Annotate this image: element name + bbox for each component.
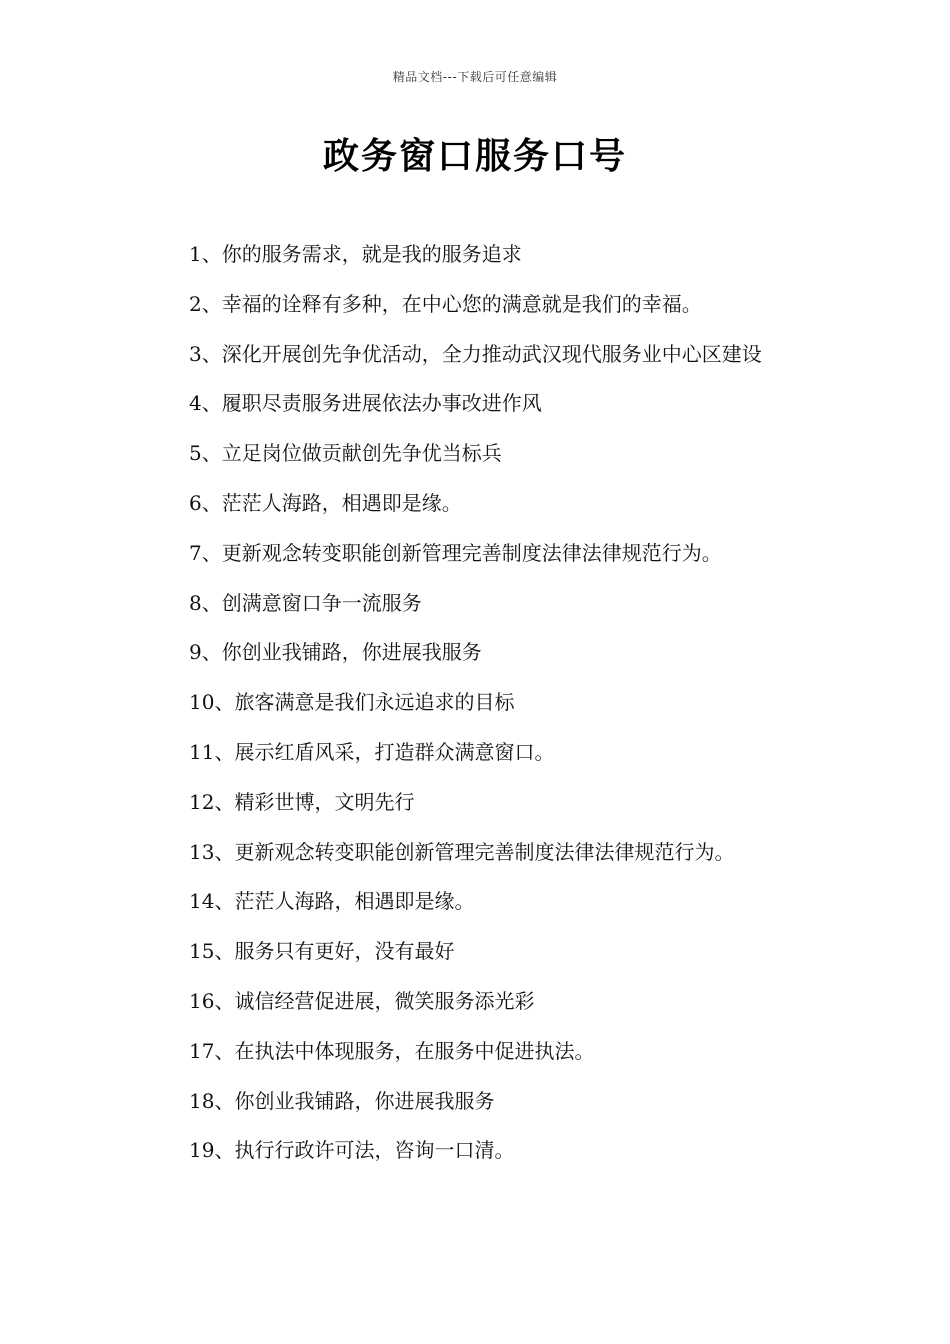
list-item: 4、履职尽责服务进展依法办事改进作风 [189,391,542,416]
list-item: 9、你创业我铺路，你进展我服务 [189,640,482,665]
list-item: 10、旅客满意是我们永远追求的目标 [189,690,515,715]
list-item: 3、深化开展创先争优活动，全力推动武汉现代服务业中心区建设 [189,341,762,366]
list-item: 17、在执法中体现服务，在服务中促进执法。 [189,1038,595,1063]
slogan-list [145,230,815,1176]
list-item: 11、展示红盾风采，打造群众满意窗口。 [189,739,555,764]
page-title: 政务窗口服务口号 [322,136,627,177]
list-item: 19、执行行政许可法，咨询一口清。 [189,1138,515,1163]
list-item: 8、创满意窗口争一流服务 [189,590,422,615]
list-item: 18、你创业我铺路，你进展我服务 [189,1088,495,1113]
list-item: 13、更新观念转变职能创新管理完善制度法律法律规范行为。 [189,839,735,864]
list-item: 15、服务只有更好，没有最好 [189,939,455,964]
header-note: 精品文档---下载后可任意编辑 [392,70,558,84]
list-item: 12、精彩世博，文明先行 [189,789,415,814]
list-item: 16、诚信经营促进展，微笑服务添光彩 [189,988,535,1013]
list-item: 6、茫茫人海路，相遇即是缘。 [189,490,462,515]
list-item: 1、你的服务需求，就是我的服务追求 [189,242,522,266]
list-item: 14、茫茫人海路，相遇即是缘。 [189,889,475,914]
list-item: 2、幸福的诠释有多种，在中心您的满意就是我们的幸福。 [189,291,702,316]
list-item: 5、立足岗位做贡献创先争优当标兵 [189,441,502,466]
list-item: 7、更新观念转变职能创新管理完善制度法律法律规范行为。 [189,540,722,565]
